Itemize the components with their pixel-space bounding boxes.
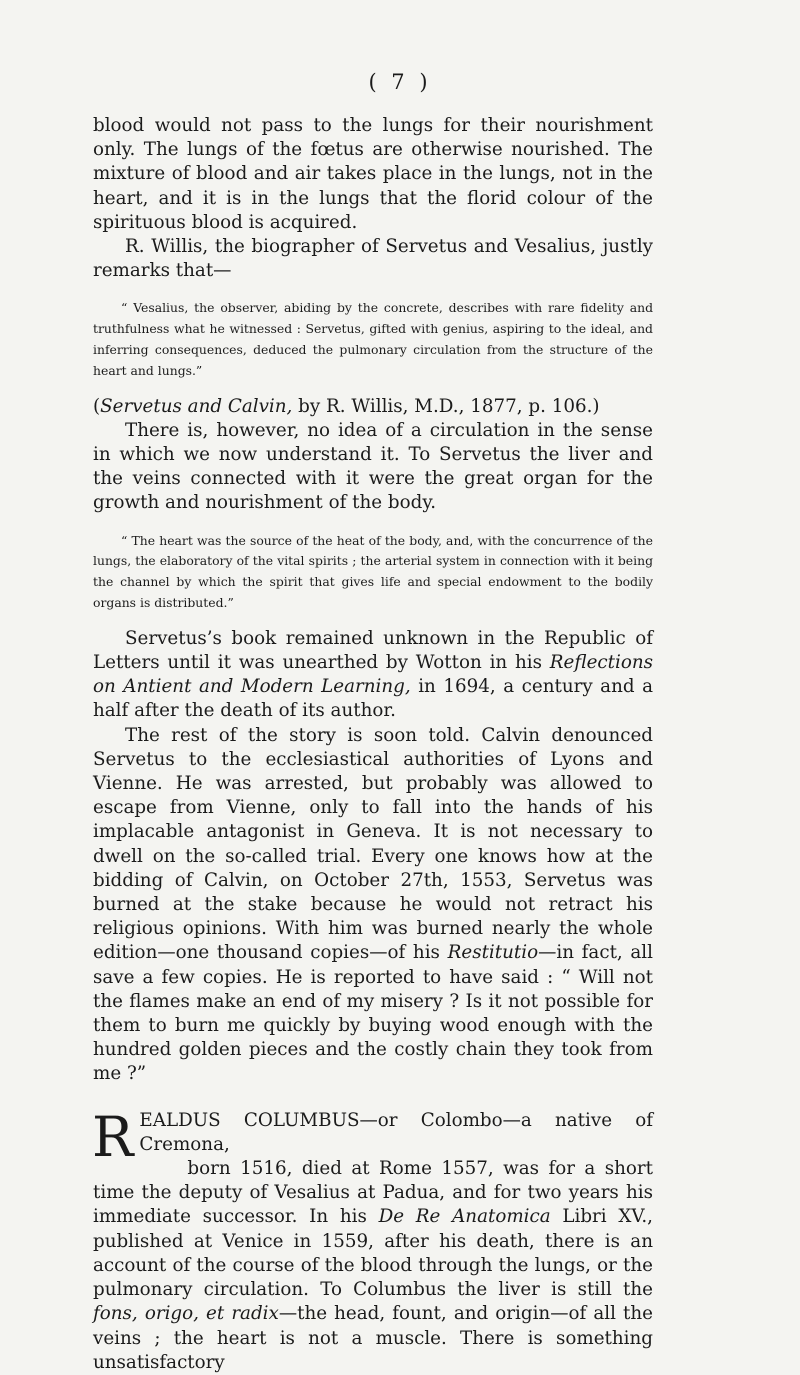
- paragraph-2: R. Willis, the biographer of Servetus and Vesalius, justly remarks that—: [93, 236, 653, 282]
- page-number: ( 7 ): [368, 70, 432, 94]
- paragraph-1: blood would not pass to the lungs for their nourishment only. The lungs of the fœtus are otherwise nourished. The mixture of blood and air takes place in the lungs, not in the heart, and it is in the lungs that the florid colour of the spirituous blood is acquired.: [93, 115, 653, 233]
- paragraph-5-text-a: The rest of the story is soon told. Calvin denounced Servetus to the ecclesiastical authorities of Lyons and Vienne. He was arrested, but probably was allowed to escape from Vienne, only to fall into the hands of his implacable antagonist in Geneva. It is not necessary to dwell on the so-called trial. Every one knows how at the bidding of Calvin, on October 27th, 1553, Servetus was burned at the stake because he would not retract his religious opinions. With him was burned nearly the whole edition—one thousand copies—of his: [93, 724, 653, 964]
- paragraph-5-text-b: —in fact, all save a few copies. He is reported to have said : “ Will not the flames make an end of my misery ? Is it not possible for them to burn me quickly by buying wood enough with the hundred golden pieces and the costly chain they took from me ?”: [93, 942, 653, 1085]
- paragraph-4-text-b: in 1694, a century and a half after the death of its author.: [93, 676, 653, 722]
- paragraph-5-title: Restitutio: [447, 942, 539, 964]
- block-quote-1: “ Vesalius, the observer, abiding by the concrete, describes with rare fidelity and truthfulness what he witnessed : Servetus, gifted with genius, aspiring to the ideal, and inferring consequences, deduced the pulmonary circulation from the structure of the heart and lungs.”: [93, 300, 653, 378]
- paragraph-5: [93, 724, 653, 1087]
- page-text: [93, 114, 653, 1375]
- section-gap: [93, 1087, 653, 1109]
- drop-cap: R: [92, 1104, 134, 1169]
- paragraph-6: [92, 1104, 653, 1375]
- paragraph-4-text-a: Servetus’s book remained unknown in the Republic of Letters until it was unearthed by Wotton in his: [93, 627, 653, 674]
- paragraph-6-title: De Re Anatomica: [378, 1206, 551, 1228]
- paragraph-6-text-a: born 1516, died at Rome 1557, was for a short time the deputy of Vesalius at Padua, and for two years his immediate successor. In his: [93, 1158, 653, 1228]
- citation-title: Servetus and Calvin,: [100, 395, 293, 417]
- citation-open: (: [93, 395, 101, 417]
- paragraph-4-title: Reflections on Antient and Modern Learning,: [93, 652, 653, 698]
- paragraph-6-text-b: Libri XV., published at Venice in 1559, after his death, there is an account of the course of the blood through the lungs, or the pulmonary circulation. To Columbus the liver is still the: [93, 1206, 653, 1301]
- citation-rest: by R. Willis, M.D., 1877, p. 106.): [292, 395, 600, 417]
- paragraph-3: There is, however, no idea of a circulation in the sense in which we now understand it. To Servetus the liver and the veins connected with it were the great organ for the growth and nourishment of the body.: [93, 419, 653, 514]
- paragraph-6-latin: fons, origo, et radix: [93, 1303, 279, 1325]
- paragraph-6-body: [93, 1157, 653, 1375]
- paragraph-6-line-1: EALDUS COLUMBUS—or Colombo—a native of Cremona,: [139, 1109, 653, 1155]
- paragraph-6-text-c: —the head, fount, and origin—of all the veins ; the heart is not a muscle. There is something unsatisfactory: [93, 1303, 653, 1373]
- citation: [93, 395, 653, 419]
- paragraph-4: [93, 627, 653, 724]
- block-quote-2: “ The heart was the source of the heat of the body, and, with the concurrence of the lungs, the elaboratory of the vital spirits ; the arterial system in connection with it being the channel by which the spirit that gives life and special endowment to the bodily organs is distributed.”: [93, 532, 653, 611]
